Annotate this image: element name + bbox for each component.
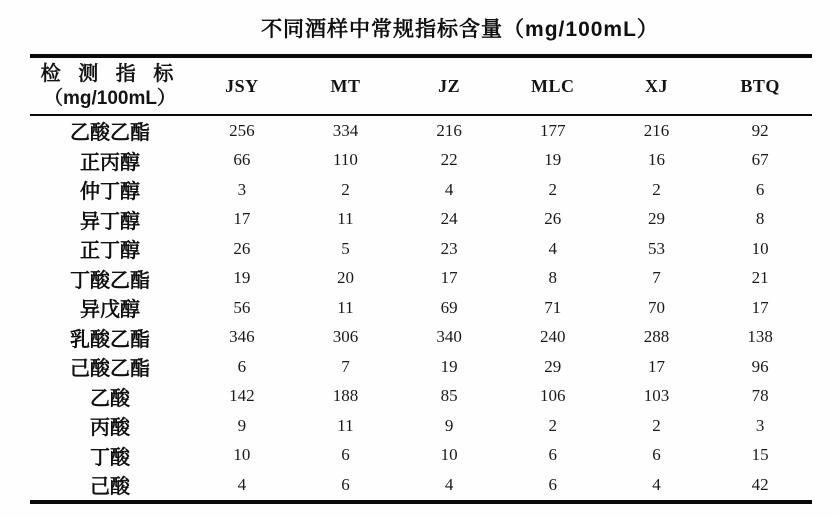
header-row <box>30 56 812 115</box>
value-cell: 142 <box>229 386 255 406</box>
indicator-cell: 乙酸乙酯 <box>70 122 150 145</box>
value-cell: 2 <box>341 179 350 199</box>
value-cell: 9 <box>444 415 454 435</box>
value-cell: 19 <box>233 268 251 288</box>
sample-column-header-btq: BTQ <box>740 75 780 96</box>
value-cell: 103 <box>643 386 670 406</box>
value-cell: 85 <box>440 386 458 406</box>
value-cell: 6 <box>341 445 350 465</box>
value-cell: 19 <box>544 150 562 170</box>
value-cell: 69 <box>440 297 458 317</box>
value-cell: 26 <box>233 238 251 258</box>
value-cell: 71 <box>544 297 562 317</box>
table-row <box>30 382 812 412</box>
value-cell: 177 <box>540 120 566 140</box>
value-cell: 20 <box>336 268 354 288</box>
value-cell: 188 <box>332 386 359 406</box>
value-cell: 240 <box>540 327 566 347</box>
value-cell: 11 <box>337 415 354 435</box>
value-cell: 17 <box>751 297 769 317</box>
value-cell: 26 <box>544 209 562 229</box>
table-row <box>30 411 812 441</box>
value-cell: 29 <box>647 209 665 229</box>
table-header <box>30 56 812 115</box>
indicator-header-unit: （mg/100mL） <box>44 87 176 109</box>
indicator-cell: 乙酸 <box>90 387 130 410</box>
value-cell: 6 <box>548 474 558 494</box>
value-cell: 29 <box>544 356 562 376</box>
value-cell: 16 <box>647 150 665 170</box>
table-row <box>30 146 812 176</box>
value-cell: 6 <box>755 179 765 199</box>
indicator-cell: 丁酸乙酯 <box>70 269 150 292</box>
table-row <box>30 470 812 502</box>
indicator-cell: 仲丁醇 <box>80 181 140 204</box>
table-row <box>30 205 812 235</box>
sample-column-header-xj: XJ <box>644 75 668 96</box>
table-row <box>30 293 812 323</box>
value-cell: 2 <box>652 179 661 199</box>
value-cell: 67 <box>751 150 769 170</box>
indicator-cell: 异丁醇 <box>80 210 140 233</box>
indicator-cell: 丁酸 <box>90 446 130 469</box>
sample-column-header-mt: MT <box>330 75 361 96</box>
value-cell: 11 <box>337 297 354 317</box>
table-row <box>30 352 812 382</box>
value-cell: 6 <box>237 356 247 376</box>
value-cell: 22 <box>440 150 458 170</box>
value-cell: 4 <box>444 179 454 199</box>
value-cell: 5 <box>341 238 350 258</box>
indicator-cell: 正丙醇 <box>80 151 140 174</box>
value-cell: 2 <box>652 415 661 435</box>
value-cell: 70 <box>647 297 665 317</box>
table-row <box>30 115 812 146</box>
indicator-cell: 己酸 <box>90 476 130 499</box>
value-cell: 10 <box>751 238 769 258</box>
value-cell: 8 <box>755 209 765 229</box>
value-cell: 7 <box>341 356 350 376</box>
value-cell: 334 <box>332 120 359 140</box>
value-cell: 216 <box>436 120 462 140</box>
value-cell: 17 <box>647 356 665 376</box>
value-cell: 4 <box>444 474 454 494</box>
value-cell: 346 <box>229 327 255 347</box>
value-cell: 110 <box>333 150 358 170</box>
value-cell: 21 <box>751 268 769 288</box>
value-cell: 53 <box>647 238 665 258</box>
value-cell: 2 <box>548 179 558 199</box>
indicator-cell: 异戊醇 <box>80 299 140 322</box>
indicator-cell: 丙酸 <box>90 417 130 440</box>
value-cell: 4 <box>237 474 247 494</box>
value-cell: 15 <box>751 445 769 465</box>
value-cell: 6 <box>548 445 558 465</box>
value-cell: 4 <box>548 238 558 258</box>
value-cell: 78 <box>751 386 769 406</box>
value-cell: 106 <box>540 386 566 406</box>
value-cell: 340 <box>436 327 462 347</box>
value-cell: 2 <box>548 415 558 435</box>
value-cell: 10 <box>233 445 251 465</box>
value-cell: 8 <box>548 268 558 288</box>
value-cell: 216 <box>643 120 670 140</box>
value-cell: 23 <box>440 238 458 258</box>
indicator-cell: 乳酸乙酯 <box>70 328 150 351</box>
sample-column-header-mlc: MLC <box>531 75 575 96</box>
value-cell: 11 <box>337 209 354 229</box>
table-row <box>30 175 812 205</box>
table-row <box>30 441 812 471</box>
value-cell: 92 <box>751 120 769 140</box>
value-cell: 96 <box>751 356 769 376</box>
value-cell: 6 <box>652 445 661 465</box>
value-cell: 17 <box>440 268 458 288</box>
indicators-table <box>30 54 812 504</box>
value-cell: 256 <box>229 120 255 140</box>
value-cell: 306 <box>332 327 359 347</box>
value-cell: 66 <box>233 150 251 170</box>
value-cell: 138 <box>747 327 773 347</box>
sample-column-header-jz: JZ <box>438 75 461 96</box>
value-cell: 3 <box>755 415 765 435</box>
value-cell: 17 <box>233 209 251 229</box>
value-cell: 3 <box>237 179 247 199</box>
table-title: 不同酒样中常规指标含量（mg/100mL） <box>261 18 659 41</box>
table-row <box>30 264 812 294</box>
value-cell: 42 <box>751 474 769 494</box>
table-row <box>30 323 812 353</box>
value-cell: 6 <box>341 474 350 494</box>
value-cell: 7 <box>652 268 661 288</box>
table-body <box>30 115 812 502</box>
value-cell: 19 <box>440 356 458 376</box>
value-cell: 24 <box>440 209 458 229</box>
table-row <box>30 234 812 264</box>
indicator-cell: 己酸乙酯 <box>70 358 150 381</box>
indicator-header-line1: 检 测 指 标 <box>40 62 180 85</box>
value-cell: 4 <box>652 474 661 494</box>
value-cell: 56 <box>233 297 251 317</box>
sample-column-header-jsy: JSY <box>225 75 259 96</box>
indicator-cell: 正丁醇 <box>80 240 140 263</box>
indicator-column-header <box>30 56 190 115</box>
value-cell: 9 <box>237 415 247 435</box>
value-cell: 10 <box>440 445 458 465</box>
value-cell: 288 <box>643 327 670 347</box>
